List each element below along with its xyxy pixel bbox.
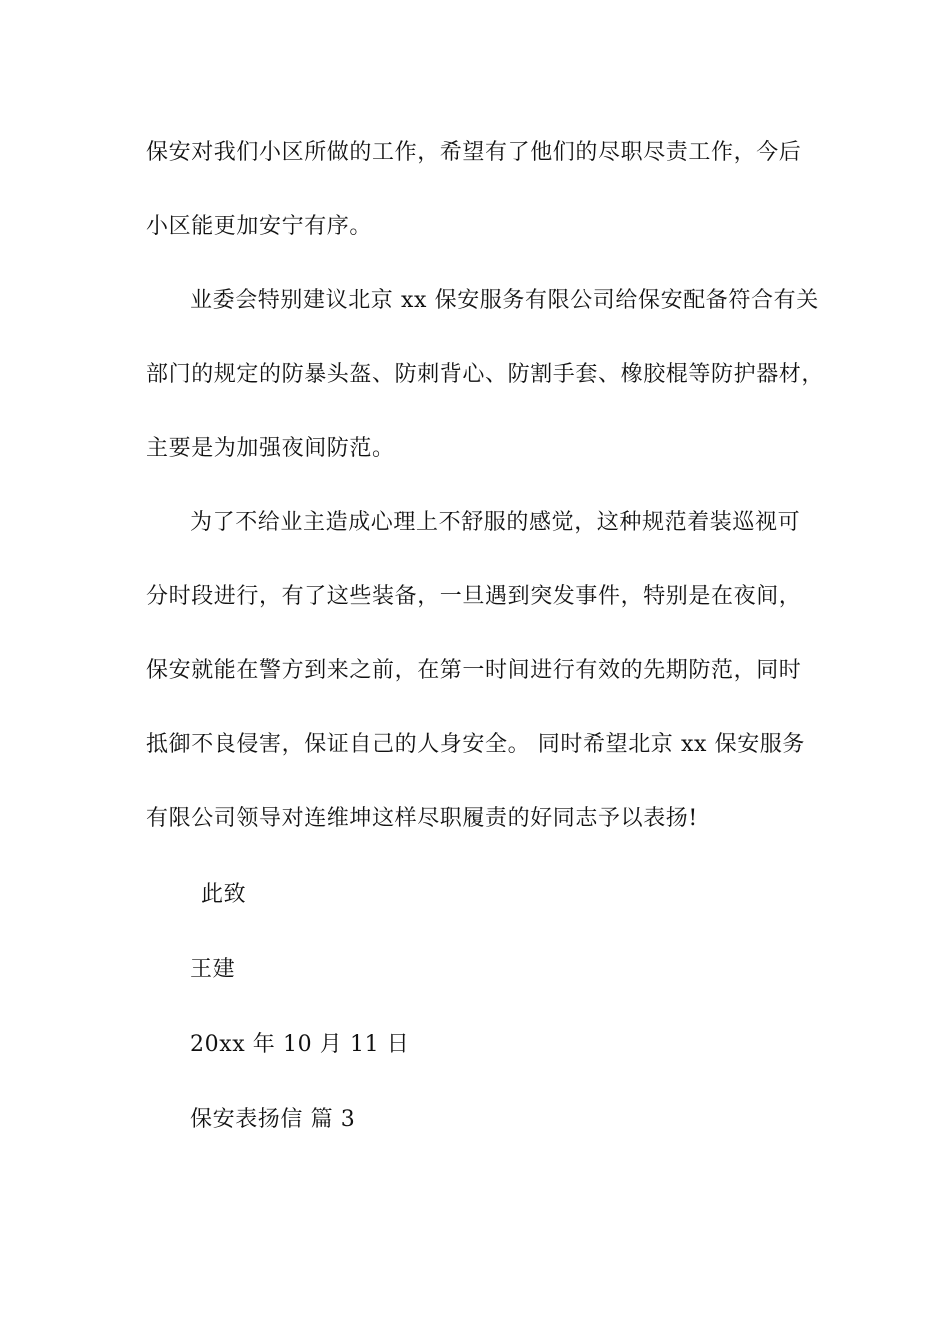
closing-salutation: 此致 xyxy=(201,882,247,907)
paragraph-line: 有限公司领导对连维坤这样尽职履责的好同志予以表扬! xyxy=(146,806,698,831)
paragraph-line: 保安对我们小区所做的工作，希望有了他们的尽职尽责工作，今后 xyxy=(146,140,802,165)
paragraph-line: 为了不给业主造成心理上不舒服的感觉，这种规范着装巡视可 xyxy=(190,510,801,535)
paragraph-line: 主要是为加强夜间防范。 xyxy=(146,436,395,461)
letter-date: 20xx 年 10 月 11 日 xyxy=(190,1032,410,1057)
paragraph-line: 保安就能在警方到来之前，在第一时间进行有效的先期防范，同时 xyxy=(146,658,802,683)
section-title: 保安表扬信 篇 3 xyxy=(190,1107,356,1132)
paragraph-line: 小区能更加安宁有序。 xyxy=(146,214,373,239)
signature: 王建 xyxy=(190,957,236,982)
paragraph-line: 业委会特别建议北京 xx 保安服务有限公司给保安配备符合有关 xyxy=(190,288,819,313)
paragraph-line: 部门的规定的防暴头盔、防刺背心、防割手套、橡胶棍等防护器材， xyxy=(146,362,825,387)
paragraph-line: 分时段进行，有了这些装备，一旦遇到突发事件，特别是在夜间， xyxy=(146,584,802,609)
paragraph-line: 抵御不良侵害，保证自己的人身安全。 同时希望北京 xx 保安服务 xyxy=(146,732,805,757)
